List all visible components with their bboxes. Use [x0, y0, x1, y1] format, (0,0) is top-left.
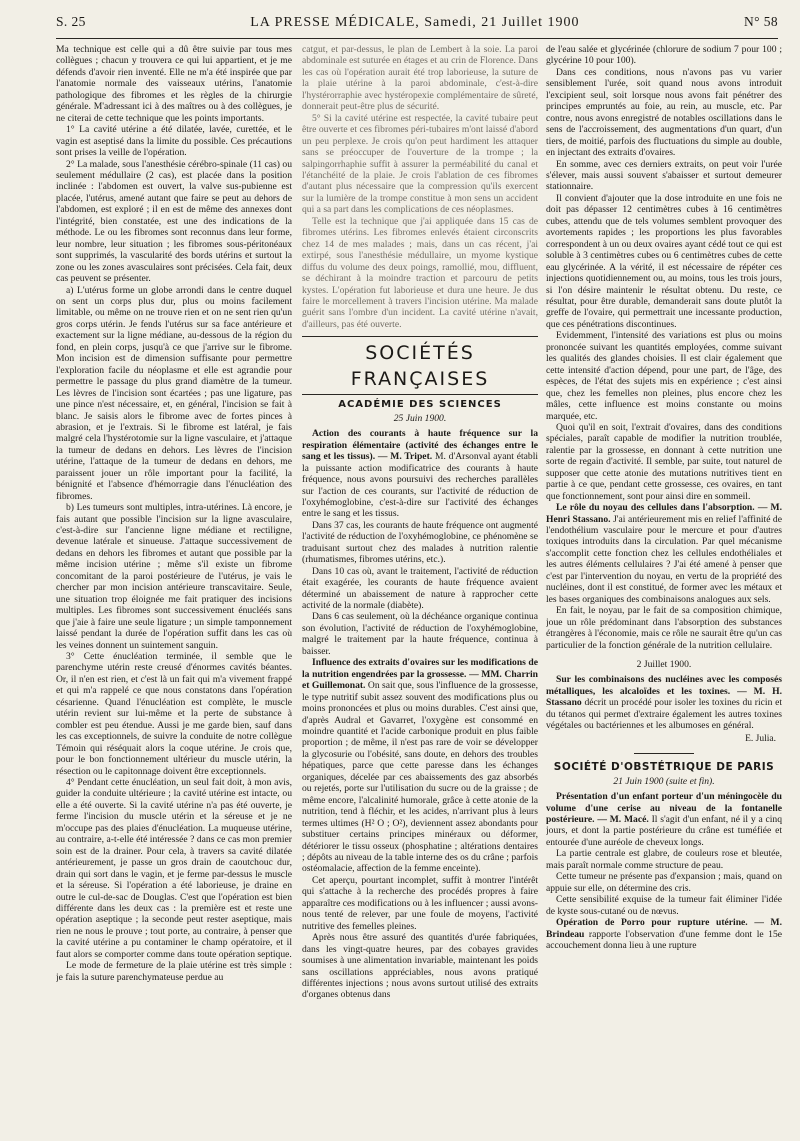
paragraph: Dans 6 cas seulement, où la déchéance organique continua son évolution, l'activité de réduction de l'oxyhémoglobine, malgré le traitement par la haute fréquence, continua à baisser.	[302, 611, 538, 657]
publication-title: LA PRESSE MÉDICALE, Samedi, 21 Juillet 1900	[250, 15, 580, 30]
article-paragraph	[546, 917, 782, 951]
article-author: — MM. Charrin et Guillemonat.	[302, 668, 538, 692]
article-body: rapporte l'observation d'une femme dont le 15e accouchement donna lieu à une rupture	[546, 928, 782, 951]
paragraph: 1° La cavité utérine a été dilatée, lavée, curettée, et le vagin est aseptisé dans la limite du possible. Ces précautions sont prises la veille de l'opération.	[56, 124, 292, 159]
paragraph: 3° Cette énucléation terminée, il semble que le parenchyme utérin reste creusé d'énormes cavités béantes. Or, il n'en est rien, et c'est là un fait qui m'a vivement frappé et qui m'a rappelé ce que nous constatons dans l'opération césarienne. Quand l'énucléation est complète, le muscle utérin revient sur lui-même et la perte de substance à combler est peu étendue. Aussi je me garde bien, sauf dans les cas exceptionnels, de suivre la conduite de notre collègue Témoin qui réséquait alors la coque utérine. Je crois que, pour le bon fonctionnement ultérieur du muscle utérin, la résection ou le capitonnage doivent être exceptionnels.	[56, 651, 292, 777]
article-paragraph	[546, 791, 782, 848]
section-banner-title: SOCIÉTÉS FRANÇAISES	[350, 342, 490, 391]
paragraph: 4° Pendant cette énucléation, un seul fait doit, à mon avis, guider la conduite ultérieure ; la cavité utérine est intacte, ou elle a été ouverte. Si la cavité utérine n'a pas été ouverte, je ferme l'incision du muscle utérin et la séreuse et je ne m'occupe pas des plaies d'énucléation. La muqueuse utérine, au contraire, a-t-elle été intéressée ? dans ce cas mon premier soin est de la drainer. Pour cela, à travers sa cavité dilatée antérieurement, je passe un gros drain de caoutchouc dur, drain qui sort dans le vagin, et je ferme par-dessus le muscle et la séreuse. Si l'opération a été laborieuse, je draine en outre le cul-de-sac de Douglas. C'est que l'opération est bien différente dans les deux cas : la première est et reste une opération aseptique ; la seconde peut rester aseptique, mais rien ne nous le prouve ; tout porte, au contraire, à penser que la cavité utérine a pu contaminer le champ opératoire, et il faut alors se comporter comme dans toute opération septique.	[56, 777, 292, 960]
paragraph: En somme, avec ces derniers extraits, on peut voir l'urée s'élever, mais aussi souvent s'abaisser et surtout demeurer stationnaire.	[546, 158, 782, 193]
section-divider	[634, 753, 694, 754]
paragraph: Dans 37 cas, les courants de haute fréquence ont augmenté l'activité de réduction de l'oxyhémoglobine, ce phénomène se traduisant surtout chez des malades à nutrition ralentie (rhumatismes, fibromes utérins, etc.).	[302, 519, 538, 566]
article-title: Influence des extraits d'ovaires sur les modifications de la nutrition engendrées par la grossesse.	[302, 657, 538, 680]
paragraph: La partie centrale est glabre, de couleurs rose et bleutée, mais paraît normale comme structure de peau.	[546, 848, 782, 871]
paragraph: catgut, et par-dessus, le plan de Lembert à la soie. La paroi abdominale est suturée en étages et au crin de Florence. Dans les cas où l'opération aurait été trop laborieuse, la suture de la plaie utérine à la paroi abdominale, c'est-à-dire l'hystérorraphie avec hystéropexie complémentaire de sûreté, donnerait peut-être plus de sécurité.	[302, 44, 538, 113]
paragraph: Cette sensibilité exquise de la tumeur fait éliminer l'idée de kyste sous-cutané ou de nœvus.	[546, 894, 782, 917]
article-author: — M. Tripet.	[377, 451, 433, 463]
column-2	[302, 44, 538, 1135]
article-author: — M. Henri Stassano.	[546, 502, 782, 525]
article-body: J'ai antérieurement mis en relief l'affinité de l'endothélium vasculaire pour le mercure et pour d'autres toxiques introduits dans la circulation. Par quel mécanisme s'accomplit cette fonction chez les cellules endothéliales et les autres éléments cellulaires ? J'ai été amené à penser que c'est par l'intervention du noyau, en vertu de la propriété des nucléines, dont il est constitué, de former avec les métaux et les bases organiques des combinaisons analogues aux sels.	[546, 513, 782, 605]
session-date: 2 Juillet 1900.	[636, 659, 692, 671]
paragraph: Ma technique est celle qui a dû être suivie par tous mes collègues ; chacun y trouvera ce qui lui appartient, et je me défends d'avoir rien inventé. Elle ne m'a été inspirée que par l'anatomie normale des vaisseaux utérins, l'anatomie pathologique des fibromes et les règles de la chirurgie générale. M'adressant ici à des maîtres ou à des collègues, je ne citerai de cette technique que les points importants.	[56, 44, 292, 124]
section-banner	[302, 336, 538, 395]
article-paragraph	[546, 502, 782, 605]
society-heading: SOCIÉTÉ D'OBSTÉTRIQUE DE PARIS	[553, 761, 775, 774]
article-body: M. d'Arsonval ayant établi la puissante action modificatrice des courants à haute fréquence, nous avons poursuivi des recherches parallèles sur l'action de ces courants, sur l'activité de réduction de l'oxyhémoglobine, c'est-à-dire sur l'activité des échanges entre le sang et les tissus.	[302, 451, 538, 520]
paragraph: Dans 10 cas où, avant le traitement, l'activité de réduction était exagérée, les courants de haute fréquence avaient déterminé un abaissement de nature à rapprocher cette activité de la normale (diabète).	[302, 565, 538, 612]
paragraph: Evidemment, l'intensité des variations est plus ou moins prononcée suivant les quantités employées, comme suivant les qualités des glandes choisies. Il est clair également que cette intensité d'action dépend, pour une part, de l'âge, des espèces, de l'état des sujets mis en expérience ; c'est ainsi que, chez les femelles non pleines, plus encore chez les mâles, cette influence est moins constante ou moins marquée, etc.	[546, 330, 782, 422]
paragraph: Quoi qu'il en soit, l'extrait d'ovaires, dans des conditions spéciales, paraît capable de modifier la nutrition troublée, ralentie par la grossesse, en donnant à cette nutrition une sorte de regain d'activité. Il semble, par suite, tout naturel de supposer que cette atonie des mutations nutritives tient en partie à ce que, pendant cette grossesse, ces ovaires, en tant que fonctionnement, sont pour ainsi dire en sommeil.	[546, 421, 782, 502]
page-section-number: S. 25	[56, 14, 86, 29]
paragraph: b) Les tumeurs sont multiples, intra-utérines. Là encore, je fais autant que possible l'incision sur la ligne avasculaire, c'est-à-dire sur l'ancienne ligne médiane et rectiligne, devenue latérale et sinueuse. J'attaque successivement de dedans en dehors les fibromes et autant que possible par la même incision utérine ; même s'il existe un fibrome concomitant de la paroi postérieure de l'utérus, je vais le chercher par mon incision antérieure transcavitaire. Seule, une situation trop éloignée me fait pratiquer des incisions multiples. Les fibromes sont successivement énucléés sans que j'aie à faire une seule ligature ; un simple tamponnement laissé pendant la durée de l'opération suffit dans les cas où les veines donnent un suintement sanguin.	[56, 502, 292, 651]
paragraph: Cet aperçu, pourtant incomplet, suffit à montrer l'intérêt qui s'attache à la recherche des procédés propres à faire apparaître ces modifications ou à les influencer ; aussi avons-nous tenté de relever, par une foule de moyens, l'activité nutritive des femelles pleines.	[302, 874, 538, 932]
paragraph: 2° La malade, sous l'anesthésie cérébro-spinale (11 cas) ou seulement médullaire (2 cas), est placée dans la position inclinée : l'abdomen est ouvert, la valve sus-pubienne est placée, l'utérus, amené autant que faire se peut au dehors de l'abdomen, est exploré ; il en est de même des annexes dont l'intégrité, bien constatée, est une des indications de la méthode. Le ou les fibromes sont reconnus dans leur forme, leur nombre, leur situation ; les fibromes sous-péritonéaux sont supprimés, la vascularité des bords utérins et surtout la zone ou les zones avasculaires sont précisées. Cela fait, deux cas peuvent se présenter.	[56, 158, 292, 285]
paragraph: Cette tumeur ne présente pas d'expansion ; mais, quand on appuie sur elle, on détermine des cris.	[546, 871, 782, 894]
paragraph: a) L'utérus forme un globe arrondi dans le centre duquel on sent un corps plus dur, plus ou moins facilement limitable, ou même on ne trouve rien et on ne sent rien qu'un gros corps utérin. Je fends l'utérus sur sa face antérieure et exactement sur la ligne médiane, au-dessous de la région du fond, en plein corps, jusqu'à ce que j'arrive sur le fibrome. Mon incision est de dimension suffisante pour permettre l'exploration facile du néoplasme et elle est agrandie pour permettre le passage du plus grand diamètre de la tumeur. Les lèvres de l'incision sont écartées ; pas une ligature, pas une pince n'est nécessaire, et, en général, l'incision se fait à blanc. Je saisis alors le fibrome avec de fortes pinces à abrasion, et je l'extrais. Si le fibrome est latéral, je fais malgré cela l'hystérotomie sur la ligne vasculaire, et j'attaque la tumeur de dedans en dehors. Les lèvres de l'incision utérine, l'attaque de la tumeur de dedans en dehors, me paraissent jouer un rôle important pour la facilité, la bénignité et l'absence d'hémorragie dans l'énucléation des fibromes.	[56, 284, 292, 502]
header-rule	[56, 38, 778, 39]
paragraph: En fait, le noyau, par le fait de sa composition chimique, joue un rôle prédominant dans l'absorption des substances étrangères à l'économie, mais ce rôle ne saurait être qu'un cas particulier de la fonction générale de la nutrition cellulaire.	[546, 605, 782, 651]
article-author: — M. H. Stassano	[546, 685, 782, 709]
article-paragraph	[302, 657, 538, 875]
paragraph: 5° Si la cavité utérine est respectée, la cavité tubaire peut être ouverte et ces fibromes péri-tubaires m'ont laissé d'abord un peu perplexe. Je crois qu'on peut hardiment les attaquer sans se préoccuper de l'ouverture de la trompe ; la salpingorrhaphie suffit à assurer la perméabilité du canal et l'étanchéité de la plaie. Je crois l'ablation de ces fibromes d'autant plus nécessaire que la compression qu'ils exercent sur la lumière de la trompe constitue à mon sens un accident qui a sa part dans les complications de ces néoplasmes.	[302, 112, 538, 216]
paragraph: de l'eau salée et glycérinée (chlorure de sodium 7 pour 100 ; glycérine 10 pour 100).	[546, 44, 782, 67]
article-title: Présentation d'un enfant porteur d'un méningocèle du volume d'une cerise au niveau de la fontanelle postérieure.	[546, 791, 782, 825]
column-1	[56, 44, 292, 1135]
article-paragraph	[302, 428, 538, 520]
paragraph: Il convient d'ajouter que la dose introduite en une fois ne doit pas dépasser 12 centimètres cubes à 16 centimètres cubes, attendu que de tels volumes semblent provoquer des avortements rapides ; les proportions les plus favorables correspondent à un ou deux ovaires ayant cédé tout ce qui est soluble à 3 centimètres cubes ou 6 centimètres cubes de cette eau glycérinée. A la vérité, il est nécessaire de répéter ces injections quotidiennement ou, au moins, tous les trois jours, si l'on désire maintenir le résultat obtenu. Du reste, ce résultat, pour être durable, demanderait sans doute plutôt la greffe de l'ovaire, qui permettrait une incessante production, que ces pénétrations discontinues.	[546, 192, 782, 330]
session-date: 25 Juin 1900.	[393, 412, 447, 424]
society-heading: ACADÉMIE DES SCIENCES	[338, 399, 502, 411]
article-author: — M. Brindeau	[546, 917, 782, 940]
article-author: — M. Macé.	[597, 814, 649, 825]
paragraph: Après nous être assuré des quantités d'urée fabriquées, dans les vingt-quatre heures, par des cobayes gravides soumises à une alimentation invariable, maintenant les poids sans oscillations appréciables, nous avons pratiqué différentes injections ; nous avons surtout utilisé des extraits d'organes obtenus dans	[302, 932, 538, 1001]
article-title: Le rôle du noyau des cellules dans l'absorption.	[556, 502, 755, 514]
column-3	[546, 44, 782, 1135]
signature: E. Julia.	[745, 733, 776, 744]
article-body: On sait que, sous l'influence de la grossesse, le type nutritif subit assez souvent des modifications plus ou moins prononcées et plus ou moins durables. C'est ainsi que, d'après Audral et Gavarret, l'oxygène est consommé en moindre quantité et l'acide carbonique produit en plus faible proportion ; de même, il n'est pas rare de voir se développer la glycosurie ou l'obésité, sans doute, en dehors des troubles hépatiques, parce que cette paresse dans les échanges organiques, décelée par ces abaissements des gaz absorbés ou rejetés, porte sur l'utilisation du sucre ou de la graisse ; de même encore, l'alcalinité humorale, grâce à cette atonie de la nutrition, tend à fléchir, et les acides, n'arrivant plus à leurs termes ultimes (H² O ; O²), deviennent assez abondants pour substituer certains principes minéraux ou déformer, détériorer le tissu osseux (phosphatine ; altérations dentaires ; dépôts au niveau de la table interne des os du crâne ; parfois ostéomalacie, affection de la femme enceinte).	[302, 680, 538, 875]
article-title: Sur les combinaisons des nucléines avec les composés métalliques, les alcaloïdes et les toxines.	[546, 674, 782, 697]
paragraph: Dans ces conditions, nous n'avons pas vu varier sensiblement l'urée, soit quand nous avons introduit l'excipient seul, soit lorsque nous avons fait pénétrer des principes empruntés au foie, au rein, au muscle, etc. Par contre, nous avons enregistré de notables oscillations dans le sens de l'accroissement, des augmentations d'un quart, d'un tiers, de moitié, parfois des fluctuations du simple au double, en injectant des extraits d'ovaires.	[546, 66, 782, 159]
session-date: 21 Juin 1900 (suite et fin).	[613, 775, 715, 787]
article-body: Il s'agit d'un enfant, né il y a cinq jours, et dont la partie postérieure du crâne est tuméfiée et entourée d'une auréole de cheveux longs.	[546, 814, 782, 848]
page-header	[56, 14, 778, 36]
paragraph: Le mode de fermeture de la plaie utérine est très simple : je fais la suture parenchymateuse perdue au	[56, 960, 292, 983]
paragraph: Telle est la technique que j'ai appliquée dans 15 cas de fibromes utérins. Les fibromes enlevés étaient circonscrits chez 14 de mes malades ; mais, dans un cas récent, j'ai extirpé, sous l'anesthésie médullaire, un myome kystique diffus du volume des deux poings, ramollié, mou, diffluent, se déchirant à la moindre traction et parcouru de petits kystes. L'opération fut laborieuse et dura une heure. Je dus faire le morcellement à travers l'incision utérine. Ma malade guérit sans l'ombre d'un incident. La cavité utérine n'avait, d'ailleurs, pas été ouverte.	[302, 215, 538, 330]
continued-article	[302, 44, 538, 330]
issue-number: N° 58	[743, 14, 778, 29]
article-title: Action des courants à haute fréquence sur la respiration élémentaire (activité des échanges entre le sang et les tissus).	[302, 428, 538, 463]
article-title: Opération de Porro pour rupture utérine.	[556, 917, 748, 929]
article-body: décrit un procédé pour isoler les toxines du ricin et du tétanos qui permet d'extraire également les autres toxines végétales ou bactériennes et les albumoses en général.	[546, 697, 782, 732]
article-paragraph	[546, 674, 782, 731]
